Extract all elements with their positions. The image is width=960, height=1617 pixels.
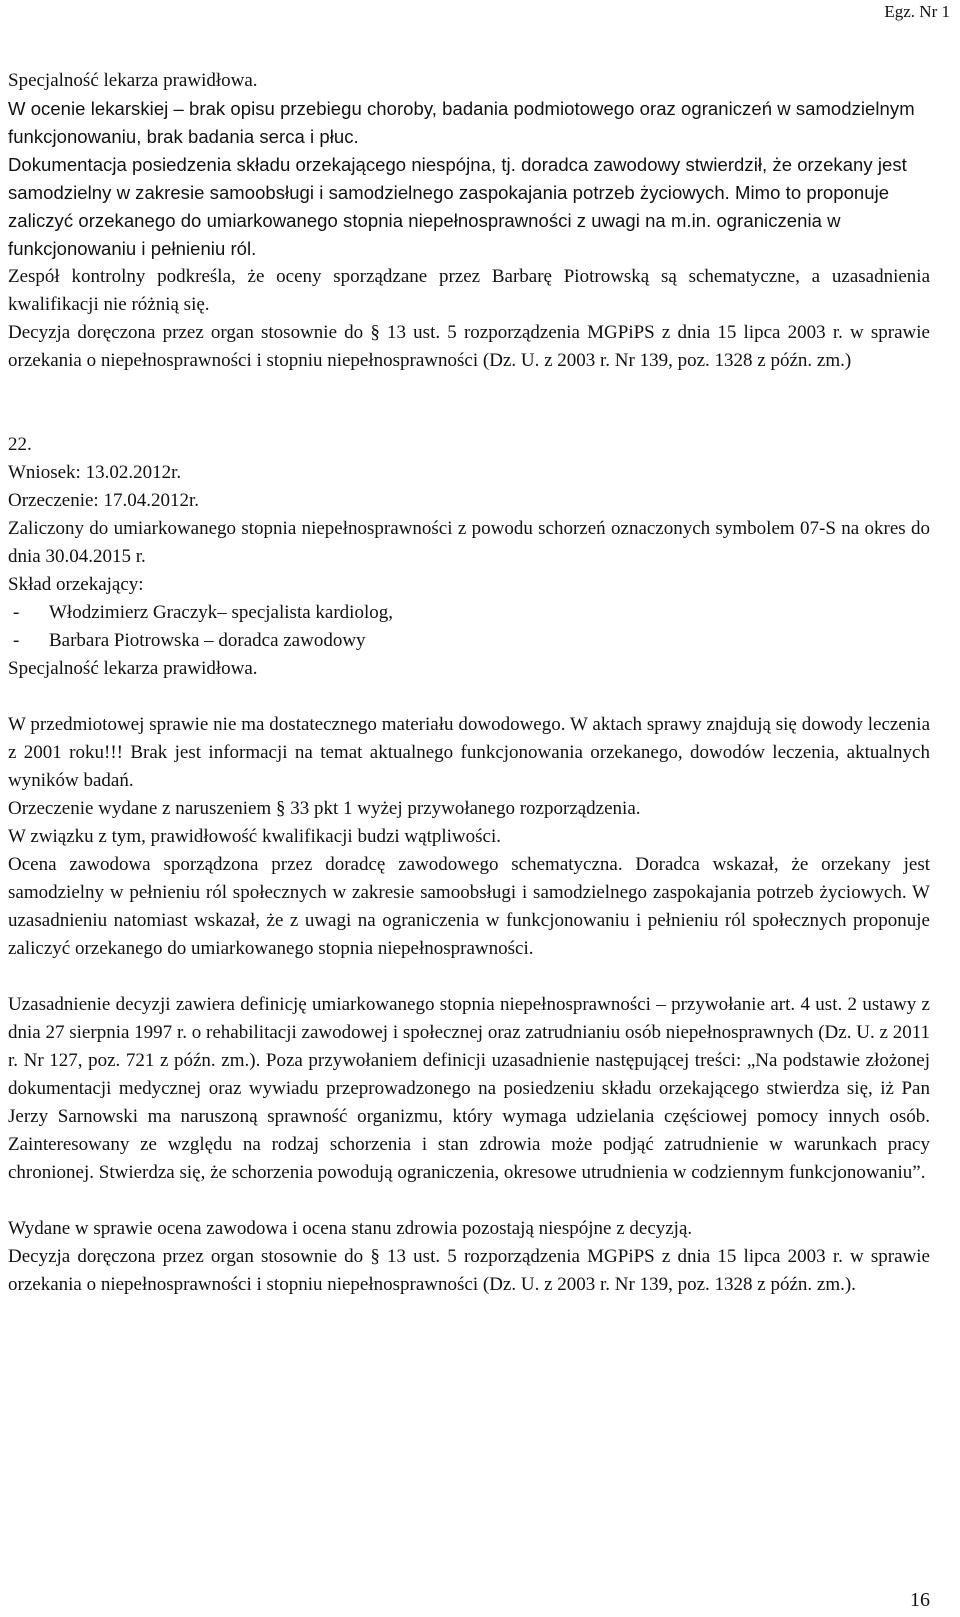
inconsistency-note: Wydane w sprawie ocena zawodowa i ocena stanu zdrowia pozostają niespójne z decyzją. (8, 1218, 693, 1239)
vocational-assessment-paragraph: Ocena zawodowa sporządzona przez doradcę zawodowego schematyczna. Doradca wskazał, że orzekany jest samodzielny w pełnieniu ról społecznych w zakresie samoobsługi i samodzielnego zaspokajania potrzeb życiowych. W uzasadnieniu natomiast wskazał, że z uwagi na ograniczenia w funkcjonowaniu i pełnieniu ról społecznych proponuje zaliczyć orzekanego do umiarkowanego stopnia niepełnosprawności. (8, 854, 930, 959)
medical-assessment-note: W ocenie lekarskiej – brak opisu przebiegu choroby, badania podmiotowego oraz ograniczeń w samodzielnym funkcjonowaniu, brak badania serca i płuc. (8, 98, 915, 147)
application-date: Wniosek: 13.02.2012r. (8, 462, 182, 483)
specialty-note: Specjalność lekarza prawidłowa. (8, 70, 258, 91)
justification-paragraph: Uzasadnienie decyzji zawiera definicję umiarkowanego stopnia niepełnosprawności – przywołanie art. 4 ust. 2 ustawy z dnia 27 sierpnia 1997 r. o rehabilitacji zawodowej i społecznej oraz zatrudnianiu osób niepełnosprawnych (Dz. U. z 2011 r. Nr 127, poz. 721 z późn. zm.). Poza przywołaniem definicji uzasadnienie następującej treści: „Na podstawie złożonej dokumentacji medycznej oraz wywiadu przeprowadzonego na posiedzeniu składu orzekającego stwierdza się, iż Pan Jerzy Sarnowski ma naruszoną sprawność organizmu, który wymaga udzielania częściowej pomocy innych osób. Zainteresowany ze względu na rodzaj schorzenia i stan zdrowia może podjąć zatrudnienie w warunkach pracy chronionej. Stwierdza się, że schorzenia powodują ograniczenia, okresowe utrudnienia w codziennym funkcjonowaniu”. (8, 994, 930, 1183)
panel-member: - Barbara Piotrowska – doradca zawodowy (13, 630, 366, 651)
delivery-note: Decyzja doręczona przez organ stosownie do § 13 ust. 5 rozporządzenia MGPiPS z dnia 15 lipca 2003 r. w sprawie orzekania o niepełnosprawności i stopniu niepełnosprawności (Dz. U. z 2003 r. Nr 139, poz. 1328 z późn. zm.) (8, 322, 930, 371)
document-body (8, 67, 930, 1299)
case-number: 22. (8, 434, 32, 455)
panel-member: - Włodzimierz Graczyk– specjalista kardiolog, (13, 602, 393, 623)
specialty-note: Specjalność lekarza prawidłowa. (8, 658, 258, 679)
violation-note: Orzeczenie wydane z naruszeniem § 33 pkt 1 wyżej przywołanego rozporządzenia. (8, 798, 641, 819)
doubt-note: W związku z tym, prawidłowość kwalifikacji budzi wątpliwości. (8, 826, 501, 847)
documentation-note: Dokumentacja posiedzenia składu orzekającego niespójna, tj. doradca zawodowy stwierdził, że orzekany jest samodzielny w zakresie samoobsługi i samodzielnego zaspokajania potrzeb życiowych. Mimo to proponuje zaliczyć orzekanego do umiarkowanego stopnia niepełnosprawności z uwagi na m.in. ograniczenia w funkcjonowaniu i pełnieniu ról. (8, 154, 907, 259)
page-number: 16 (910, 1589, 930, 1611)
evidence-paragraph: W przedmiotowej sprawie nie ma dostatecznego materiału dowodowego. W aktach sprawy znajdują się dowody leczenia z 2001 roku!!! Brak jest informacji na temat aktualnego funkcjonowania orzekanego, dowodów leczenia, aktualnych wyników badań. (8, 714, 930, 791)
delivery-note: Decyzja doręczona przez organ stosownie do § 13 ust. 5 rozporządzenia MGPiPS z dnia 15 lipca 2003 r. w sprawie orzekania o niepełnosprawności i stopniu niepełnosprawności (Dz. U. z 2003 r. Nr 139, poz. 1328 z późn. zm.). (8, 1246, 930, 1295)
control-team-note: Zespół kontrolny podkreśla, że oceny sporządzane przez Barbarę Piotrowską są schematyczne, a uzasadnienia kwalifikacji nie różnią się. (8, 266, 930, 315)
decision-summary: Zaliczony do umiarkowanego stopnia niepełnosprawności z powodu schorzeń oznaczonych symbolem 07-S na okres do dnia 30.04.2015 r. (8, 518, 930, 567)
copy-number-label: Egz. Nr 1 (884, 2, 950, 21)
decision-date: Orzeczenie: 17.04.2012r. (8, 490, 199, 511)
panel-title: Skład orzekający: (8, 574, 144, 595)
